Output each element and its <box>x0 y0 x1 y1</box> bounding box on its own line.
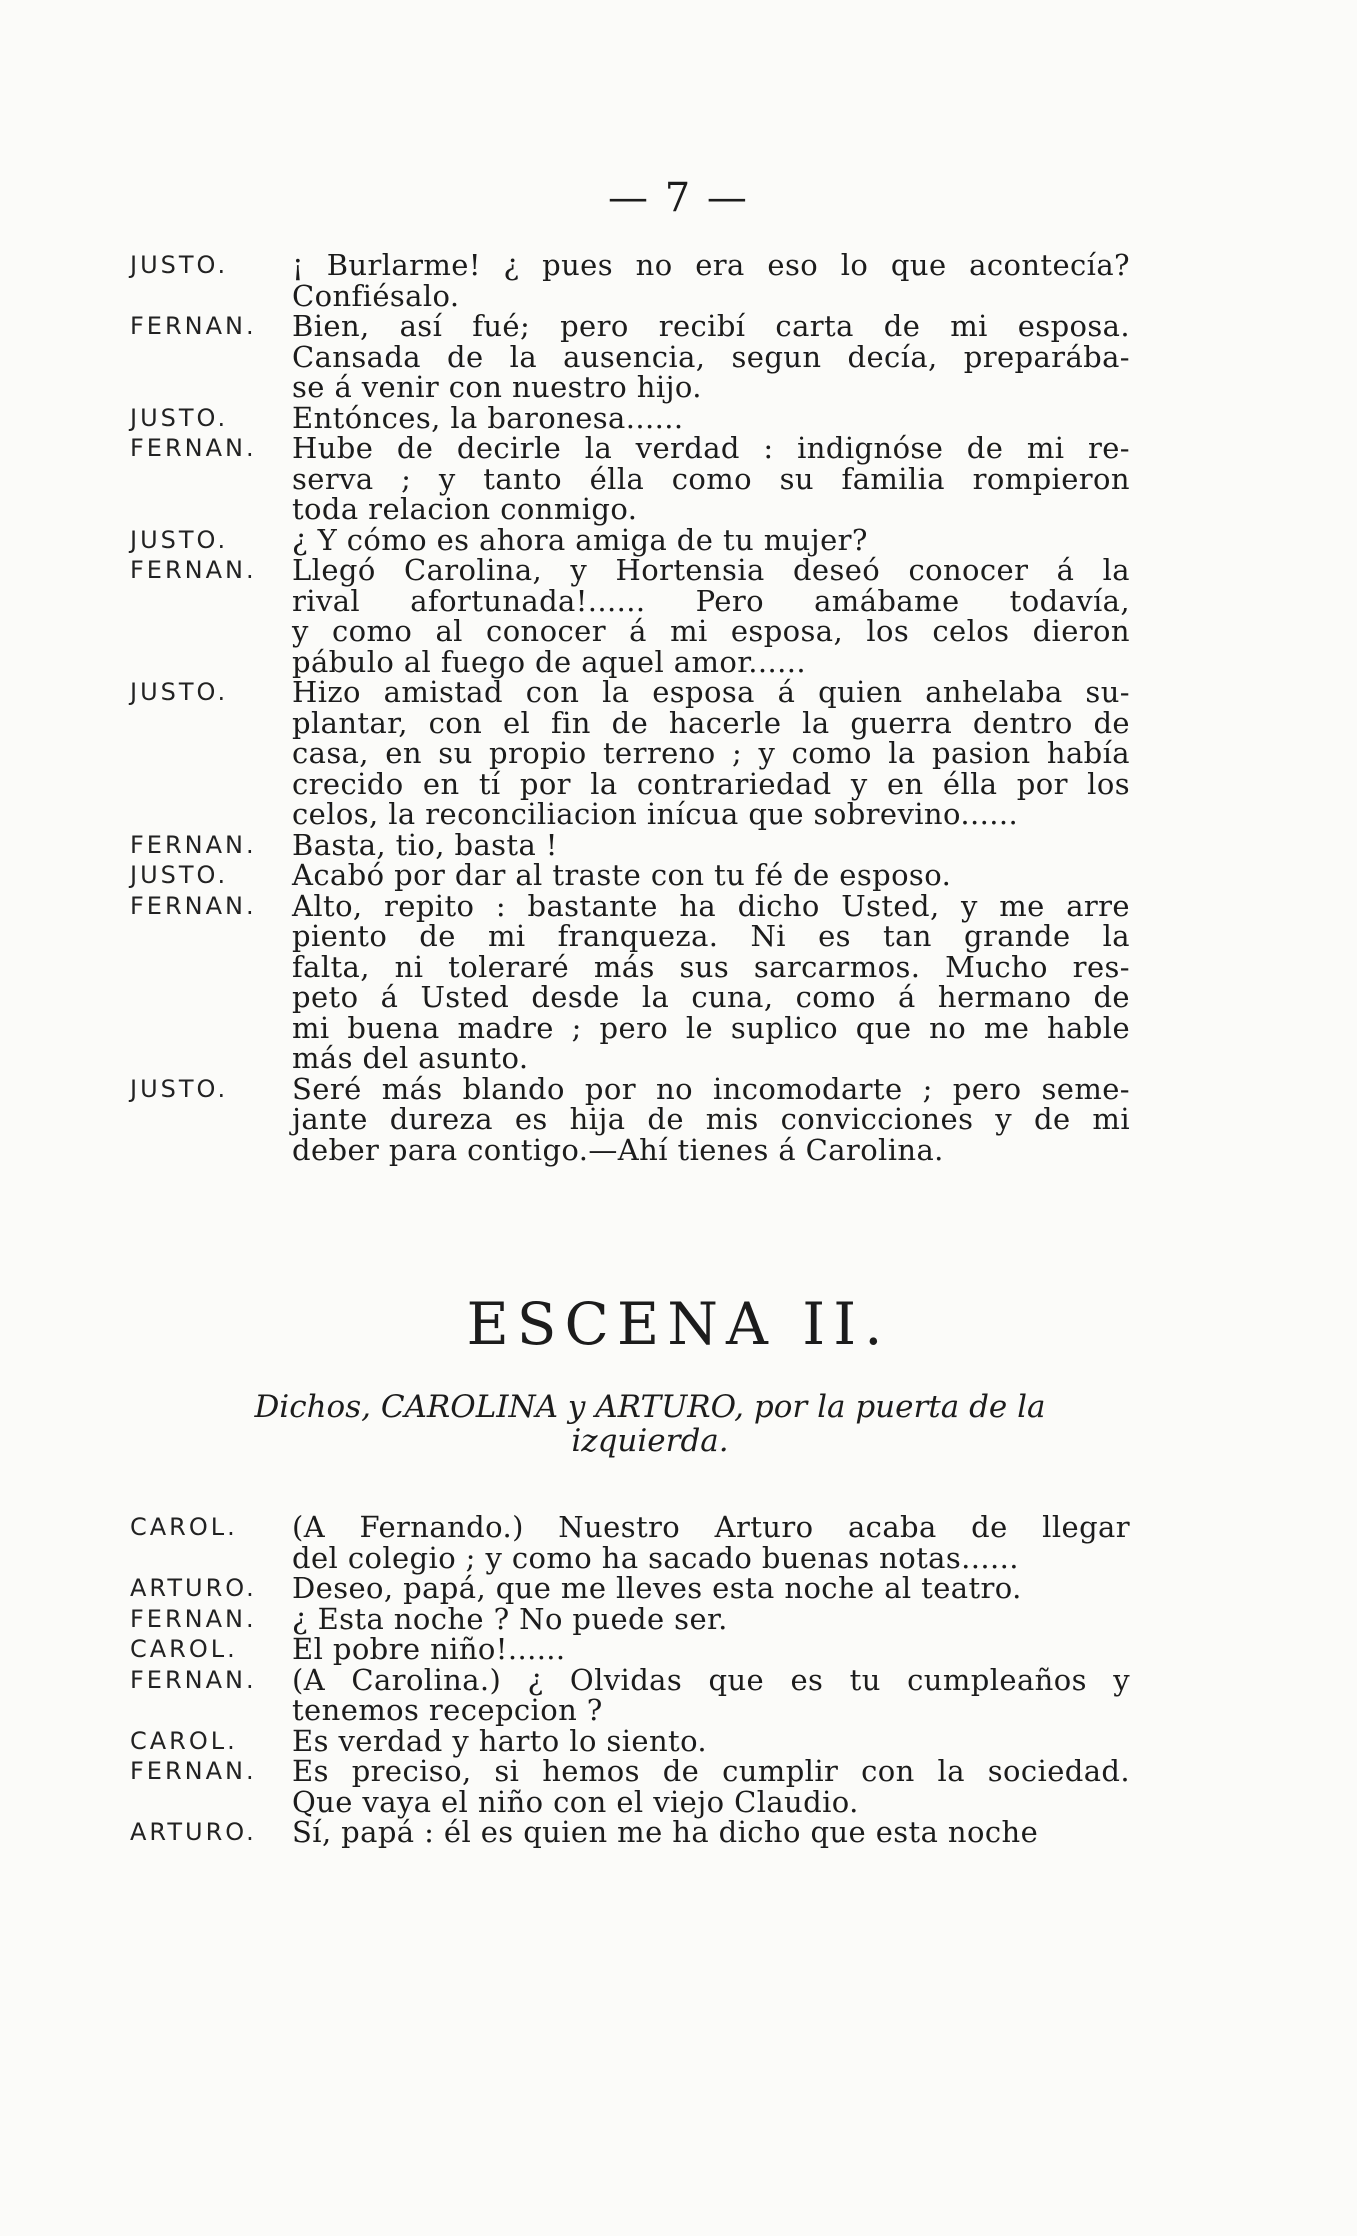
dialogue-line <box>130 583 1130 618</box>
dialogue-text: deber para contigo.—Ahí tienes á Carolina. <box>292 1132 944 1167</box>
dialogue-text: ¡ Burlarme! ¿ pues no era eso lo que acontecía? <box>292 248 1130 282</box>
dialogue-text: pábulo al fuego de aquel amor...... <box>292 644 807 679</box>
dialogue-line <box>130 372 1130 403</box>
dialogue-block-2 <box>130 1512 1130 1848</box>
speaker-name: JUSTO. <box>130 678 229 706</box>
dialogue-text: tenemos recepcion ? <box>292 1693 603 1727</box>
dialogue-line <box>130 982 1130 1013</box>
dialogue-line <box>130 616 1130 647</box>
dialogue-text: Confiésalo. <box>292 278 460 313</box>
speaker-name: FERNAN. <box>130 556 257 584</box>
dialogue-text: plantar, con el fin de hacerle la guerra dentro de <box>292 705 1130 740</box>
dialogue-text: Que vaya el niño con el viejo Claudio. <box>292 1784 859 1819</box>
dialogue-line <box>130 921 1130 952</box>
page-number: — 7 — <box>608 175 749 221</box>
dialogue-text: jante dureza es hija de mis convicciones y de mi <box>292 1102 1130 1136</box>
dialogue-text: crecido en tí por la contrariedad y en élla por los <box>292 766 1130 801</box>
dialogue-text: Hube de decirle la verdad : indignóse de mi re- <box>292 431 1130 465</box>
speaker-name: CAROL. <box>130 1726 238 1755</box>
dialogue-line <box>130 311 1130 342</box>
dialogue-text: Cansada de la ausencia, segun decía, preparába- <box>292 339 1130 374</box>
dialogue-text: ¿ Esta noche ? No puede ser. <box>292 1601 728 1636</box>
dialogue-text: piento de mi franqueza. Ni es tan grande la <box>292 919 1130 953</box>
dialogue-block-1 <box>130 250 1130 1165</box>
dialogue-line <box>130 949 1130 984</box>
dialogue-text: Acabó por dar al traste con tu fé de esposo. <box>292 858 952 892</box>
scene-title: ESCENA II. <box>466 1290 891 1358</box>
dialogue-text: toda relacion conmigo. <box>292 492 638 526</box>
dialogue-text: Basta, tio, basta ! <box>292 827 558 862</box>
dialogue-line <box>130 1573 1130 1604</box>
stage-direction <box>170 1390 1130 1458</box>
speaker-name: FERNAN. <box>130 830 257 859</box>
dialogue-line <box>130 1540 1130 1575</box>
dialogue-line <box>130 250 1130 281</box>
dialogue-line <box>130 1662 1130 1697</box>
dialogue-text: peto á Usted desde la cuna, como á hermano de <box>292 980 1130 1014</box>
speaker-name: JUSTO. <box>130 525 229 554</box>
dialogue-line <box>130 1601 1130 1636</box>
dialogue-text: ¿ Y cómo es ahora amiga de tu mujer? <box>292 522 868 557</box>
dialogue-line <box>130 1010 1130 1045</box>
dialogue-line <box>130 278 1130 313</box>
dialogue-line <box>130 433 1130 464</box>
dialogue-line <box>130 1817 1130 1848</box>
speaker-name: FERNAN. <box>130 891 257 920</box>
dialogue-text: Hizo amistad con la esposa á quien anhelaba su- <box>292 675 1130 709</box>
dialogue-line <box>130 766 1130 801</box>
dialogue-line <box>130 1071 1130 1106</box>
dialogue-text: celos, la reconciliacion inícua que sobrevino...... <box>292 797 1019 831</box>
dialogue-line <box>130 461 1130 496</box>
dialogue-text: más del asunto. <box>292 1041 529 1075</box>
dialogue-line <box>130 522 1130 557</box>
dialogue-line <box>130 1634 1130 1665</box>
speaker-name: CAROL. <box>130 1513 238 1541</box>
speaker-name: CAROL. <box>130 1635 238 1663</box>
dialogue-text: Seré más blando por no incomodarte ; pero seme- <box>292 1071 1130 1106</box>
dialogue-line <box>130 1695 1130 1726</box>
dialogue-text: serva ; y tanto élla como su familia rompieron <box>292 461 1130 496</box>
dialogue-line <box>130 799 1130 830</box>
speaker-name: JUSTO. <box>130 1074 229 1103</box>
speaker-name: ARTURO. <box>130 1574 257 1602</box>
dialogue-text: Bien, así fué; pero recibí carta de mi esposa. <box>292 309 1130 343</box>
dialogue-line <box>130 339 1130 374</box>
dialogue-line <box>130 1723 1130 1758</box>
speaker-name: FERNAN. <box>130 1604 257 1633</box>
dialogue-text: Entónces, la baronesa...... <box>292 400 684 435</box>
speaker-name: FERNAN. <box>130 1665 257 1694</box>
dialogue-text: Llegó Carolina, y Hortensia deseó conocer á la <box>292 553 1130 587</box>
dialogue-line <box>130 494 1130 525</box>
dialogue-line <box>130 555 1130 586</box>
dialogue-text: rival afortunada!...... Pero amábame todavía, <box>292 583 1130 618</box>
dialogue-line <box>130 1043 1130 1074</box>
stage-direction-line-1: Dichos, CAROLINA y ARTURO, por la puerta de la <box>254 1389 1046 1425</box>
dialogue-text: (A Fernando.) Nuestro Arturo acaba de llegar <box>292 1510 1130 1544</box>
dialogue-line <box>130 677 1130 708</box>
dialogue-line <box>130 860 1130 891</box>
speaker-name: JUSTO. <box>130 251 229 279</box>
dialogue-line <box>130 705 1130 740</box>
dialogue-text: falta, ni toleraré más sus sarcarmos. Mucho res- <box>292 949 1130 984</box>
dialogue-text: se á venir con nuestro hijo. <box>292 370 702 404</box>
dialogue-text: (A Carolina.) ¿ Olvidas que es tu cumpleaños y <box>292 1662 1130 1697</box>
dialogue-text: mi buena madre ; pero le suplico que no me hable <box>292 1010 1130 1045</box>
speaker-name: ARTURO. <box>130 1818 257 1846</box>
stage-direction-line-2: izquierda. <box>571 1423 729 1459</box>
speaker-name: FERNAN. <box>130 1757 257 1785</box>
dialogue-text: Alto, repito : bastante ha dicho Usted, y me arre <box>292 888 1130 923</box>
dialogue-line <box>130 1132 1130 1167</box>
dialogue-line <box>130 888 1130 923</box>
dialogue-line <box>130 827 1130 862</box>
dialogue-line <box>130 644 1130 679</box>
speaker-name: FERNAN. <box>130 434 257 462</box>
dialogue-text: Deseo, papá, que me lleves esta noche al teatro. <box>292 1571 1022 1605</box>
dialogue-text: Es verdad y harto lo siento. <box>292 1723 708 1758</box>
speaker-name: JUSTO. <box>130 403 229 432</box>
dialogue-text: Es preciso, si hemos de cumplir con la sociedad. <box>292 1754 1130 1788</box>
dialogue-text: Sí, papá : él es quien me ha dicho que esta noche <box>292 1815 1039 1849</box>
dialogue-line <box>130 1104 1130 1135</box>
dialogue-line <box>130 400 1130 435</box>
dialogue-line <box>130 738 1130 769</box>
dialogue-text: del colegio ; y como ha sacado buenas notas...... <box>292 1540 1019 1575</box>
dialogue-text: El pobre niño!...... <box>292 1632 566 1666</box>
dialogue-line <box>130 1784 1130 1819</box>
speaker-name: JUSTO. <box>130 861 229 889</box>
dialogue-line <box>130 1512 1130 1543</box>
dialogue-text: casa, en su propio terreno ; y como la pasion había <box>292 736 1130 770</box>
dialogue-line <box>130 1756 1130 1787</box>
dialogue-text: y como al conocer á mi esposa, los celos dieron <box>292 614 1130 648</box>
speaker-name: FERNAN. <box>130 312 257 340</box>
